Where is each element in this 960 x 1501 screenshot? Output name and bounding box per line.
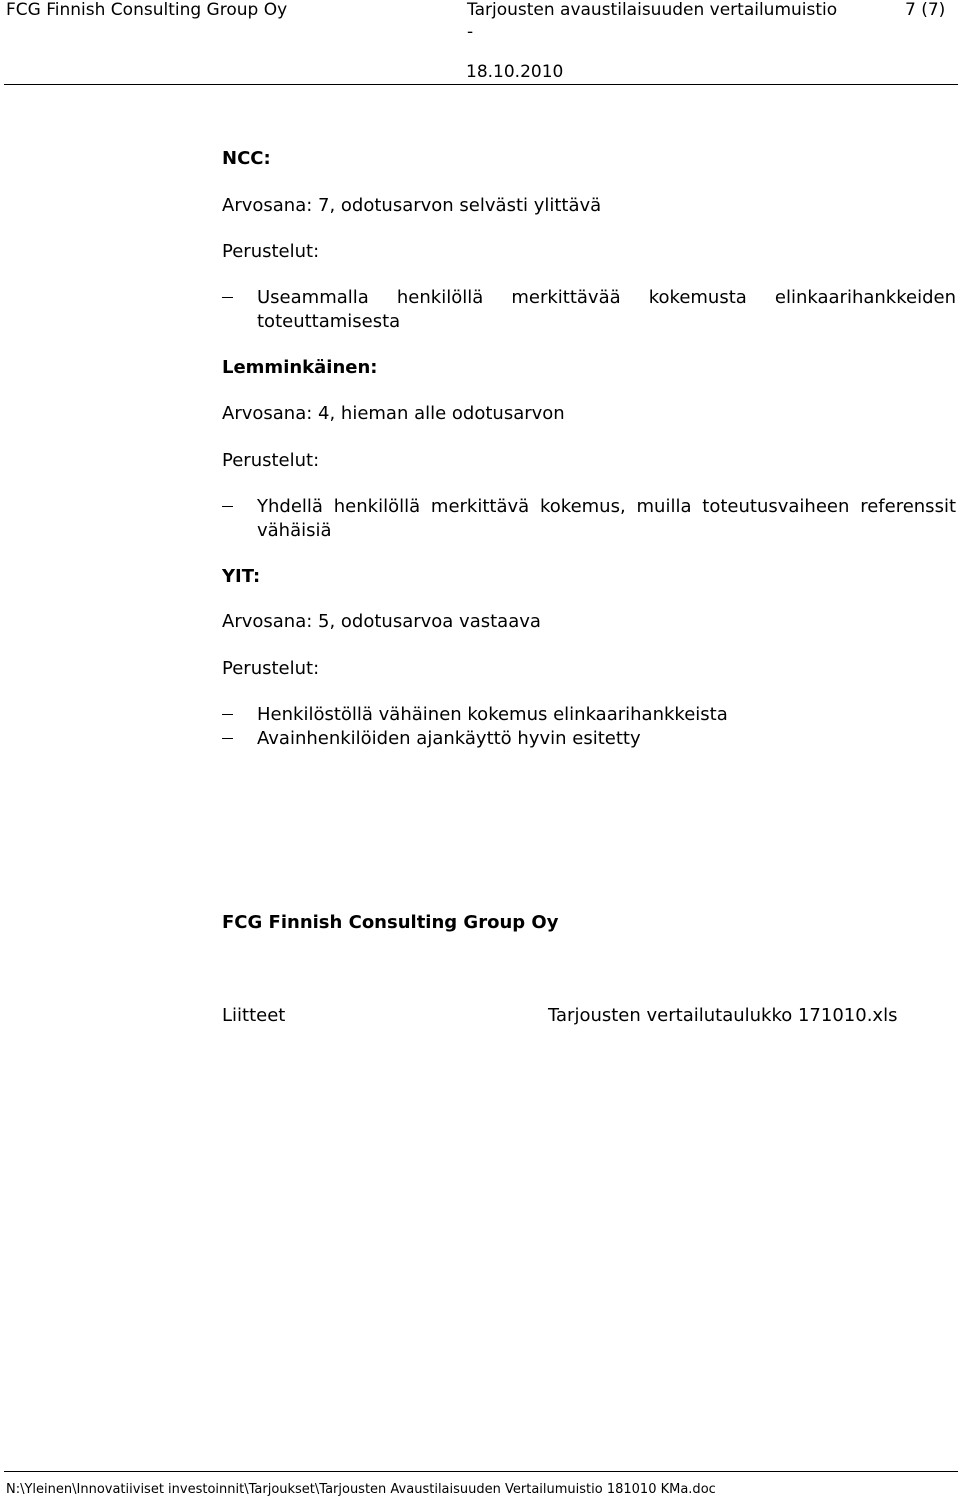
header-date: 18.10.2010 bbox=[466, 62, 564, 82]
justification-label-lemminkainen: Perustelut: bbox=[222, 450, 320, 471]
dash-bullet-icon bbox=[222, 738, 233, 739]
header-company: FCG Finnish Consulting Group Oy bbox=[6, 0, 288, 20]
section-heading-ncc: NCC: bbox=[222, 148, 271, 169]
grade-yit: Arvosana: 5, odotusarvoa vastaava bbox=[222, 611, 541, 632]
list-item bbox=[222, 286, 956, 334]
footer-file-path: N:\Yleinen\Innovatiiviset investoinnit\Tarjoukset\Tarjousten Avaustilaisuuden Vertailumuistio 181010 KMa.doc bbox=[6, 1482, 716, 1497]
dash-bullet-icon bbox=[222, 714, 233, 715]
dash-bullet-icon bbox=[222, 506, 233, 507]
justification-label-yit: Perustelut: bbox=[222, 658, 320, 679]
header-document-title: Tarjousten avaustilaisuuden vertailumuistio bbox=[467, 0, 838, 20]
list-item-text: Henkilöstöllä vähäinen kokemus elinkaarihankkeista bbox=[257, 704, 728, 725]
header-divider bbox=[4, 84, 958, 85]
page-header bbox=[0, 0, 960, 86]
dash-bullet-icon bbox=[222, 297, 233, 298]
justification-label-ncc: Perustelut: bbox=[222, 241, 320, 262]
header-page-number: 7 (7) bbox=[905, 0, 946, 20]
list-item-text: Avainhenkilöiden ajankäyttö hyvin esitetty bbox=[257, 728, 641, 749]
list-item bbox=[222, 703, 956, 727]
list-item bbox=[222, 495, 956, 543]
grade-lemminkainen: Arvosana: 4, hieman alle odotusarvon bbox=[222, 403, 565, 424]
header-title-dash: - bbox=[467, 22, 474, 42]
list-item-text: Useammalla henkilöllä merkittävää kokemusta elinkaarihankkeiden toteuttamisesta bbox=[257, 287, 956, 332]
attachments-file: Tarjousten vertailutaulukko 171010.xls bbox=[548, 1005, 898, 1026]
signature-company: FCG Finnish Consulting Group Oy bbox=[222, 912, 559, 933]
attachments-label: Liitteet bbox=[222, 1005, 286, 1026]
list-item bbox=[222, 727, 956, 751]
grade-ncc: Arvosana: 7, odotusarvon selvästi ylittävä bbox=[222, 195, 602, 216]
list-item-text: Yhdellä henkilöllä merkittävä kokemus, muilla toteutusvaiheen referenssit vähäisiä bbox=[257, 496, 956, 541]
section-heading-lemminkainen: Lemminkäinen: bbox=[222, 357, 378, 378]
footer-divider bbox=[4, 1471, 958, 1472]
section-heading-yit: YIT: bbox=[222, 566, 261, 587]
